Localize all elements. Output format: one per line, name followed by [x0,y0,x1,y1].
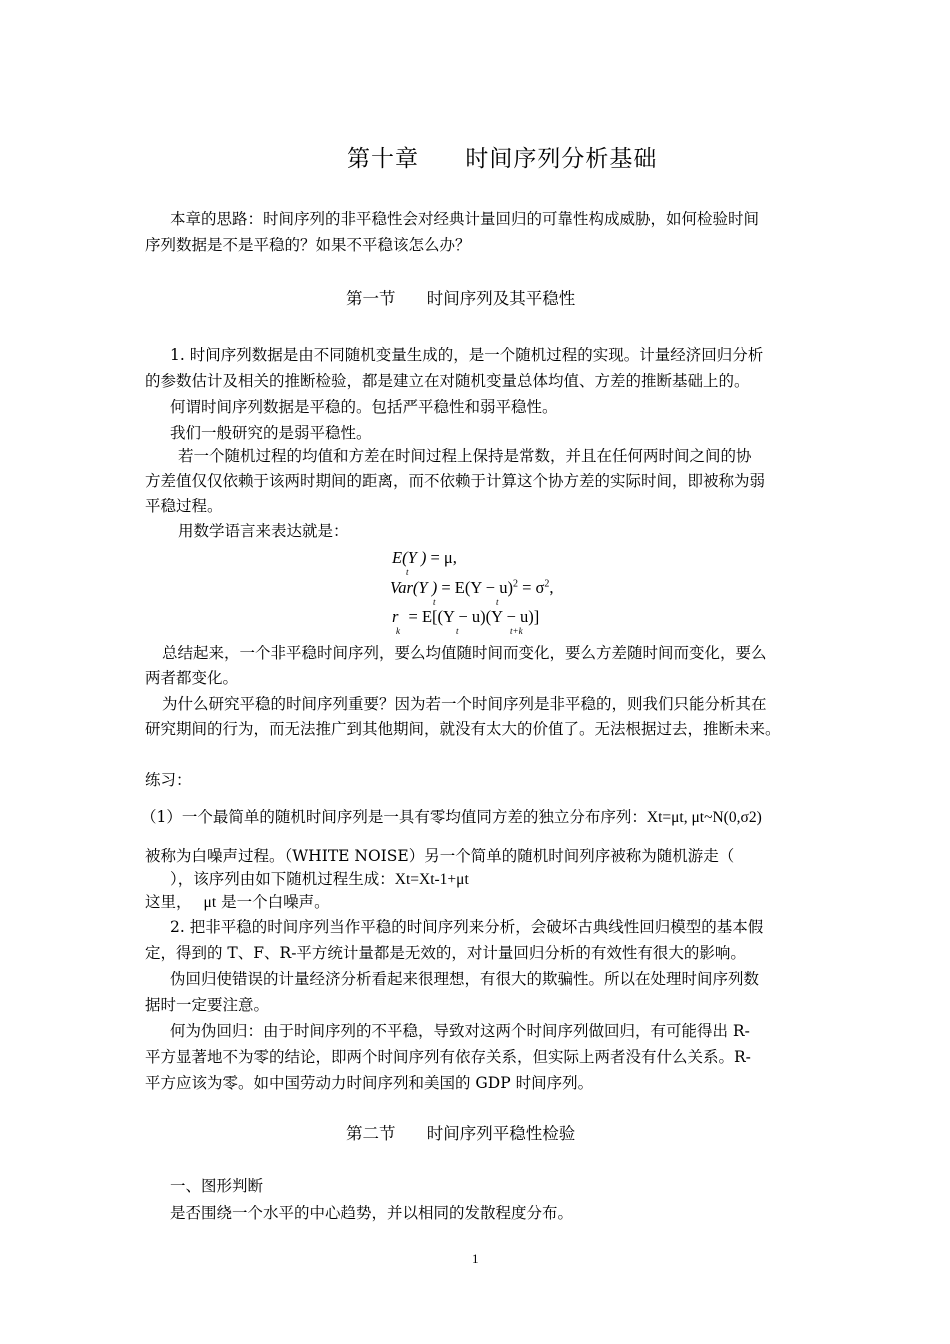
s1-p1-line-2: 的参数估计及相关的推断检验，都是建立在对随机变量总体均值、方差的推断基础上的。 [145,372,750,390]
exercise-line-4-text: 这里， [145,893,192,911]
exercise-line-1 [141,804,762,831]
eq1-rhs: = μ, [430,548,457,567]
eq2-subscript-2: t [496,597,499,607]
eq3-subscript-1: k [396,626,400,636]
open-paren: （ [718,847,735,865]
intro-line-2: 序列数据是不是平稳的？如果不平稳该怎么办？ [145,236,471,254]
s1-p7-line-1: 为什么研究平稳的时间序列重要？因为若一个时间序列是非平稳的，则我们只能分析其在 [162,695,767,713]
s1-p10-line-2: 平方显著地不为零的结论，即两个时间序列有依存关系，但实际上两者没有什么关系。R- [145,1048,751,1066]
eq2-sup2: 2 [544,578,550,590]
random-walk-term: 随机游走 [656,847,719,865]
s1-p4-line-2: 方差值仅仅依赖于该两时期间的距离，而不依赖于计算这个协方差的实际时间，即被称为弱 [145,472,766,490]
eq2-sup: 2 [512,578,518,590]
intro-line-1: 本章的思路：时间序列的非平稳性会对经典计量回归的可靠性构成威胁，如何检验时间 [170,210,760,228]
exercise-line-2-text: 被称为白噪声过程。（WHITE NOISE）另一个简单的随机时间列序被称为 [145,847,657,865]
s1-p10-line-1: 何为伪回归：由于时间序列的不平稳，导致对这两个时间序列做回归，有可能得出 R- [170,1022,750,1040]
exercise-line-3-text: ），该序列由如下随机过程生成： [170,870,395,888]
s1-p1-line-1: 1. 时间序列数据是由不同随机变量生成的，是一个随机过程的实现。计量经济回归分析 [170,346,764,364]
s1-p3: 我们一般研究的是弱平稳性。 [170,424,372,442]
chapter-title [347,140,657,173]
s1-p6-line-1: 总结起来，一个非平稳时间序列，要么均值随时间而变化，要么方差随时间而变化，要么 [162,644,767,662]
section-1-number: 第一节 [346,289,396,308]
chapter-title-text: 时间序列分析基础 [465,146,658,172]
eq2-rhs: = σ [522,578,545,597]
exercise-line-1-text: （1）一个最简单的随机时间序列是一具有零均值同方差的独立分布序列： [141,808,647,826]
eq3-subscript-2: t [456,626,459,636]
eq2-tail: , [549,578,554,597]
eq2-lhs: Var(Y ) [390,578,438,597]
exercise-line-4 [145,889,330,916]
s1-p8-line-1: 2. 把非平稳的时间序列当作平稳的时间序列来分析，会破坏古典线性回归模型的基本假 [170,918,764,936]
s1-p8-line-2: 定，得到的 T、F、R-平方统计量都是无效的，对计量回归分析的有效性有很大的影响。 [145,944,746,962]
eq1-subscript: t [406,567,409,577]
s1-p4-line-1: 若一个随机过程的均值和方差在时间过程上保持是常数，并且在任何两时间之间的协 [178,447,752,465]
eq2-mid: = E(Y − u) [441,578,513,597]
s1-p6-line-2: 两者都变化。 [145,669,239,687]
section-1-title: 时间序列及其平稳性 [426,289,576,308]
equation-mean [392,548,457,568]
white-noise-formula: Xt=μt, μt~N(0,σ2) [646,809,762,826]
s1-p5: 用数学语言来表达就是： [178,522,349,540]
s2-subheading: 一、图形判断 [170,1177,264,1195]
eq1-lhs: E(Y ) [392,548,427,567]
s1-p9-line-2: 据时一定要注意。 [145,996,270,1014]
eq3-lhs: r [392,607,399,626]
random-walk-formula: Xt=Xt-1+μt [394,871,469,888]
section-1-heading [346,285,575,309]
section-2-number: 第二节 [346,1124,396,1143]
s1-p10-line-3: 平方应该为零。如中国劳动力时间序列和美国的 GDP 时间序列。 [145,1074,594,1092]
s1-p4-line-3: 平稳过程。 [145,497,223,515]
s1-p2: 何谓时间序列数据是平稳的。包括严平稳性和弱平稳性。 [170,398,558,416]
section-2-heading [346,1120,575,1144]
equation-variance [390,578,554,598]
equation-autocovariance [392,607,539,627]
section-2-title: 时间序列平稳性检验 [426,1124,576,1143]
mu-t-symbol: μt [203,894,217,911]
eq2-subscript-1: t [433,597,436,607]
s1-p7-line-2: 研究期间的行为，而无法推广到其他期间，就没有太大的价值了。无法根据过去，推断未来。 [145,720,781,738]
eq3-mid: = E[(Y − u)(Y − u)] [408,607,540,626]
s1-p9-line-1: 伪回归使错误的计量经济分析看起来很理想，有很大的欺骗性。所以在处理时间序列数 [170,970,760,988]
s2-p1: 是否围绕一个水平的中心趋势，并以相同的发散程度分布。 [170,1204,574,1222]
eq3-subscript-3: t+k [510,626,523,636]
exercise-label: 练习： [145,771,192,789]
page-number: 1 [472,1251,479,1266]
exercise-line-4-tail: 是一个白噪声。 [216,893,330,911]
chapter-number: 第十章 [347,146,419,172]
